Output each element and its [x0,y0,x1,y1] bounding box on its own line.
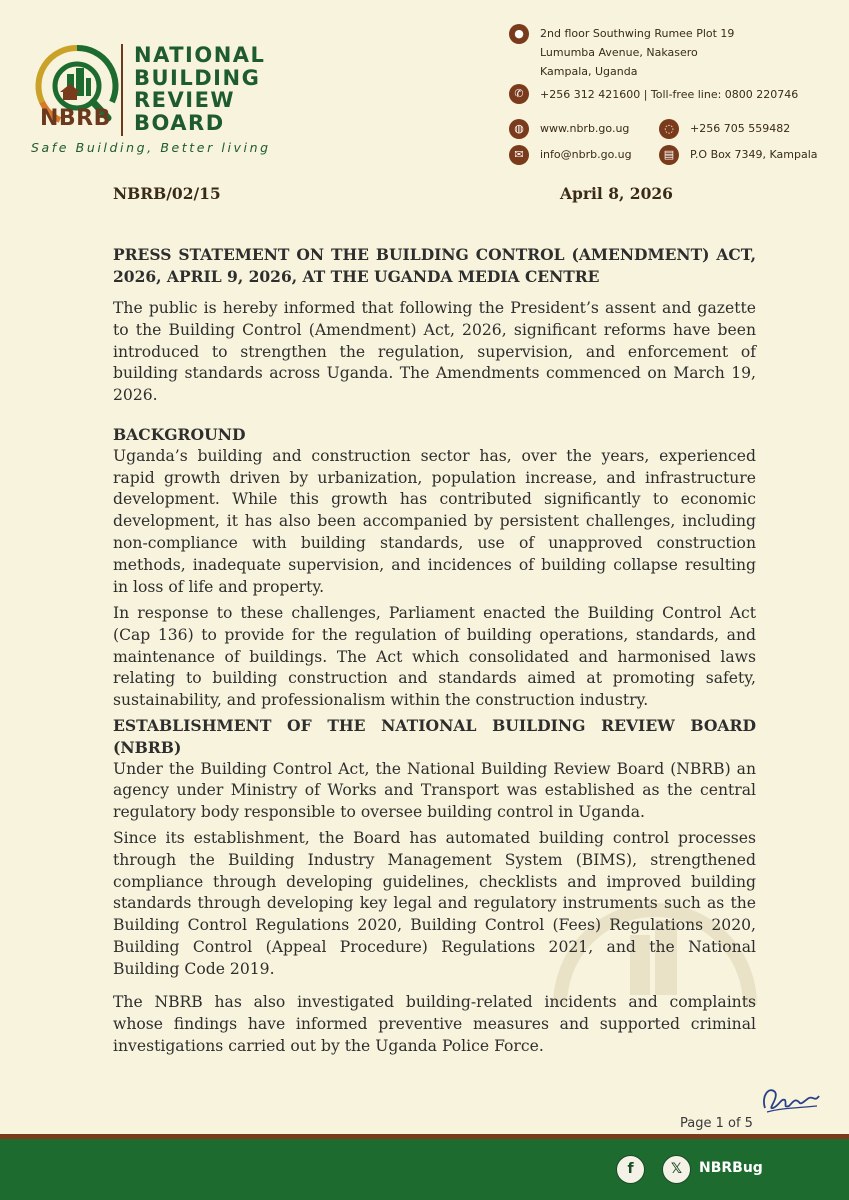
x-twitter-icon[interactable]: 𝕏 [662,1155,691,1184]
organization-name-line: REVIEW [134,88,236,112]
email-icon: ✉ [509,145,529,165]
signature-initials-icon [757,1078,827,1118]
address-line: Kampala, Uganda [540,65,638,78]
address [540,24,734,81]
background-section [113,424,756,598]
address-line: Lumumba Avenue, Nakasero [540,46,698,59]
intro-paragraph: The public is hereby informed that following the President’s assent and gazette to the Building Control (Amendment) Act, 2026, significant reforms have been introduced to strengthen the regulation, supervision, and enforcement of building standards across Uganda. The Amendments commenced on March 19, 2026. [113,299,756,405]
address-line: 2nd floor Southwing Rumee Plot 19 [540,27,735,40]
page-number: Page 1 of 5 [680,1116,753,1131]
paragraph: Under the Building Control Act, the National Building Review Board (NBRB) an agency under Ministry of Works and Transport was established as the central regulatory body responsible to oversee building control in Uganda. [113,759,756,822]
globe-icon: ◍ [509,119,529,139]
section-heading: ESTABLISHMENT OF THE NATIONAL BUILDING REVIEW BOARD (NBRB) [113,716,756,757]
tagline: Safe Building, Better living [31,140,271,155]
organization-name [134,44,265,134]
section-heading: BACKGROUND [113,425,246,444]
organization-name-line: NATIONAL [134,43,266,67]
phone-numbers: +256 312 421600 | Toll-free line: 0800 220746 [540,88,799,101]
paragraph: The NBRB has also investigated building-related incidents and complaints whose findings have informed preventive measures and supported criminal investigations carried out by the Uganda Police Force. [113,993,756,1055]
organization-name-line: BOARD [134,110,225,135]
whatsapp-icon: ◌ [659,119,679,139]
brand-abbreviation: NBRB [40,106,111,131]
statement-title: PRESS STATEMENT ON THE BUILDING CONTROL (AMENDMENT) ACT, 2026, APRIL 9, 2026, AT THE UGANDA MEDIA CENTRE [113,245,756,286]
establishment-section [113,715,756,824]
organization-name-line: BUILDING [134,65,261,90]
social-handle[interactable]: NBRBug [699,1160,763,1176]
reference-number: NBRB/02/15 [113,184,221,203]
facebook-icon[interactable]: f [616,1155,645,1184]
brand-divider [121,44,123,136]
paragraph: In response to these challenges, Parliament enacted the Building Control Act (Cap 136) to provide for the regulation of building operations, standards, and maintenance of buildings. The Act which consolidated and harmonised laws relating to building construction and standards aimed at promoting safety, sustainability, and professionalism within the construction industry. [113,604,756,710]
mailbox-icon: ▤ [659,145,679,165]
phone-icon: ✆ [509,84,529,104]
po-box: P.O Box 7349, Kampala [690,148,818,161]
paragraph: Since its establishment, the Board has automated building control processes through the Building Industry Management System (BIMS), strengthened compliance through developing guidelines, checklists and improved building standards through developing key legal and regulatory instruments such as the Building Control Regulations 2020, Building Control (Fees) Regulations 2020, Building Control (Appeal Procedure) Regulations 2021, and the National Building Code 2019. [113,829,756,978]
paragraph: Uganda’s building and construction sector has, over the years, experienced rapid growth driven by urbanization, population increase, and infrastructure development. While this growth has contributed significantly to economic development, it has also been accompanied by persistent challenges, including non-compliance with building standards, use of unapproved construction methods, inadequate supervision, and incidences of building collapse resulting in loss of life and property. [113,446,756,596]
location-pin-icon: ● [509,24,529,44]
email-link[interactable]: info@nbrb.go.ug [540,148,632,161]
whatsapp-number: +256 705 559482 [690,122,791,135]
website-link[interactable]: www.nbrb.go.ug [540,122,630,135]
statement-date: April 8, 2026 [560,184,673,203]
